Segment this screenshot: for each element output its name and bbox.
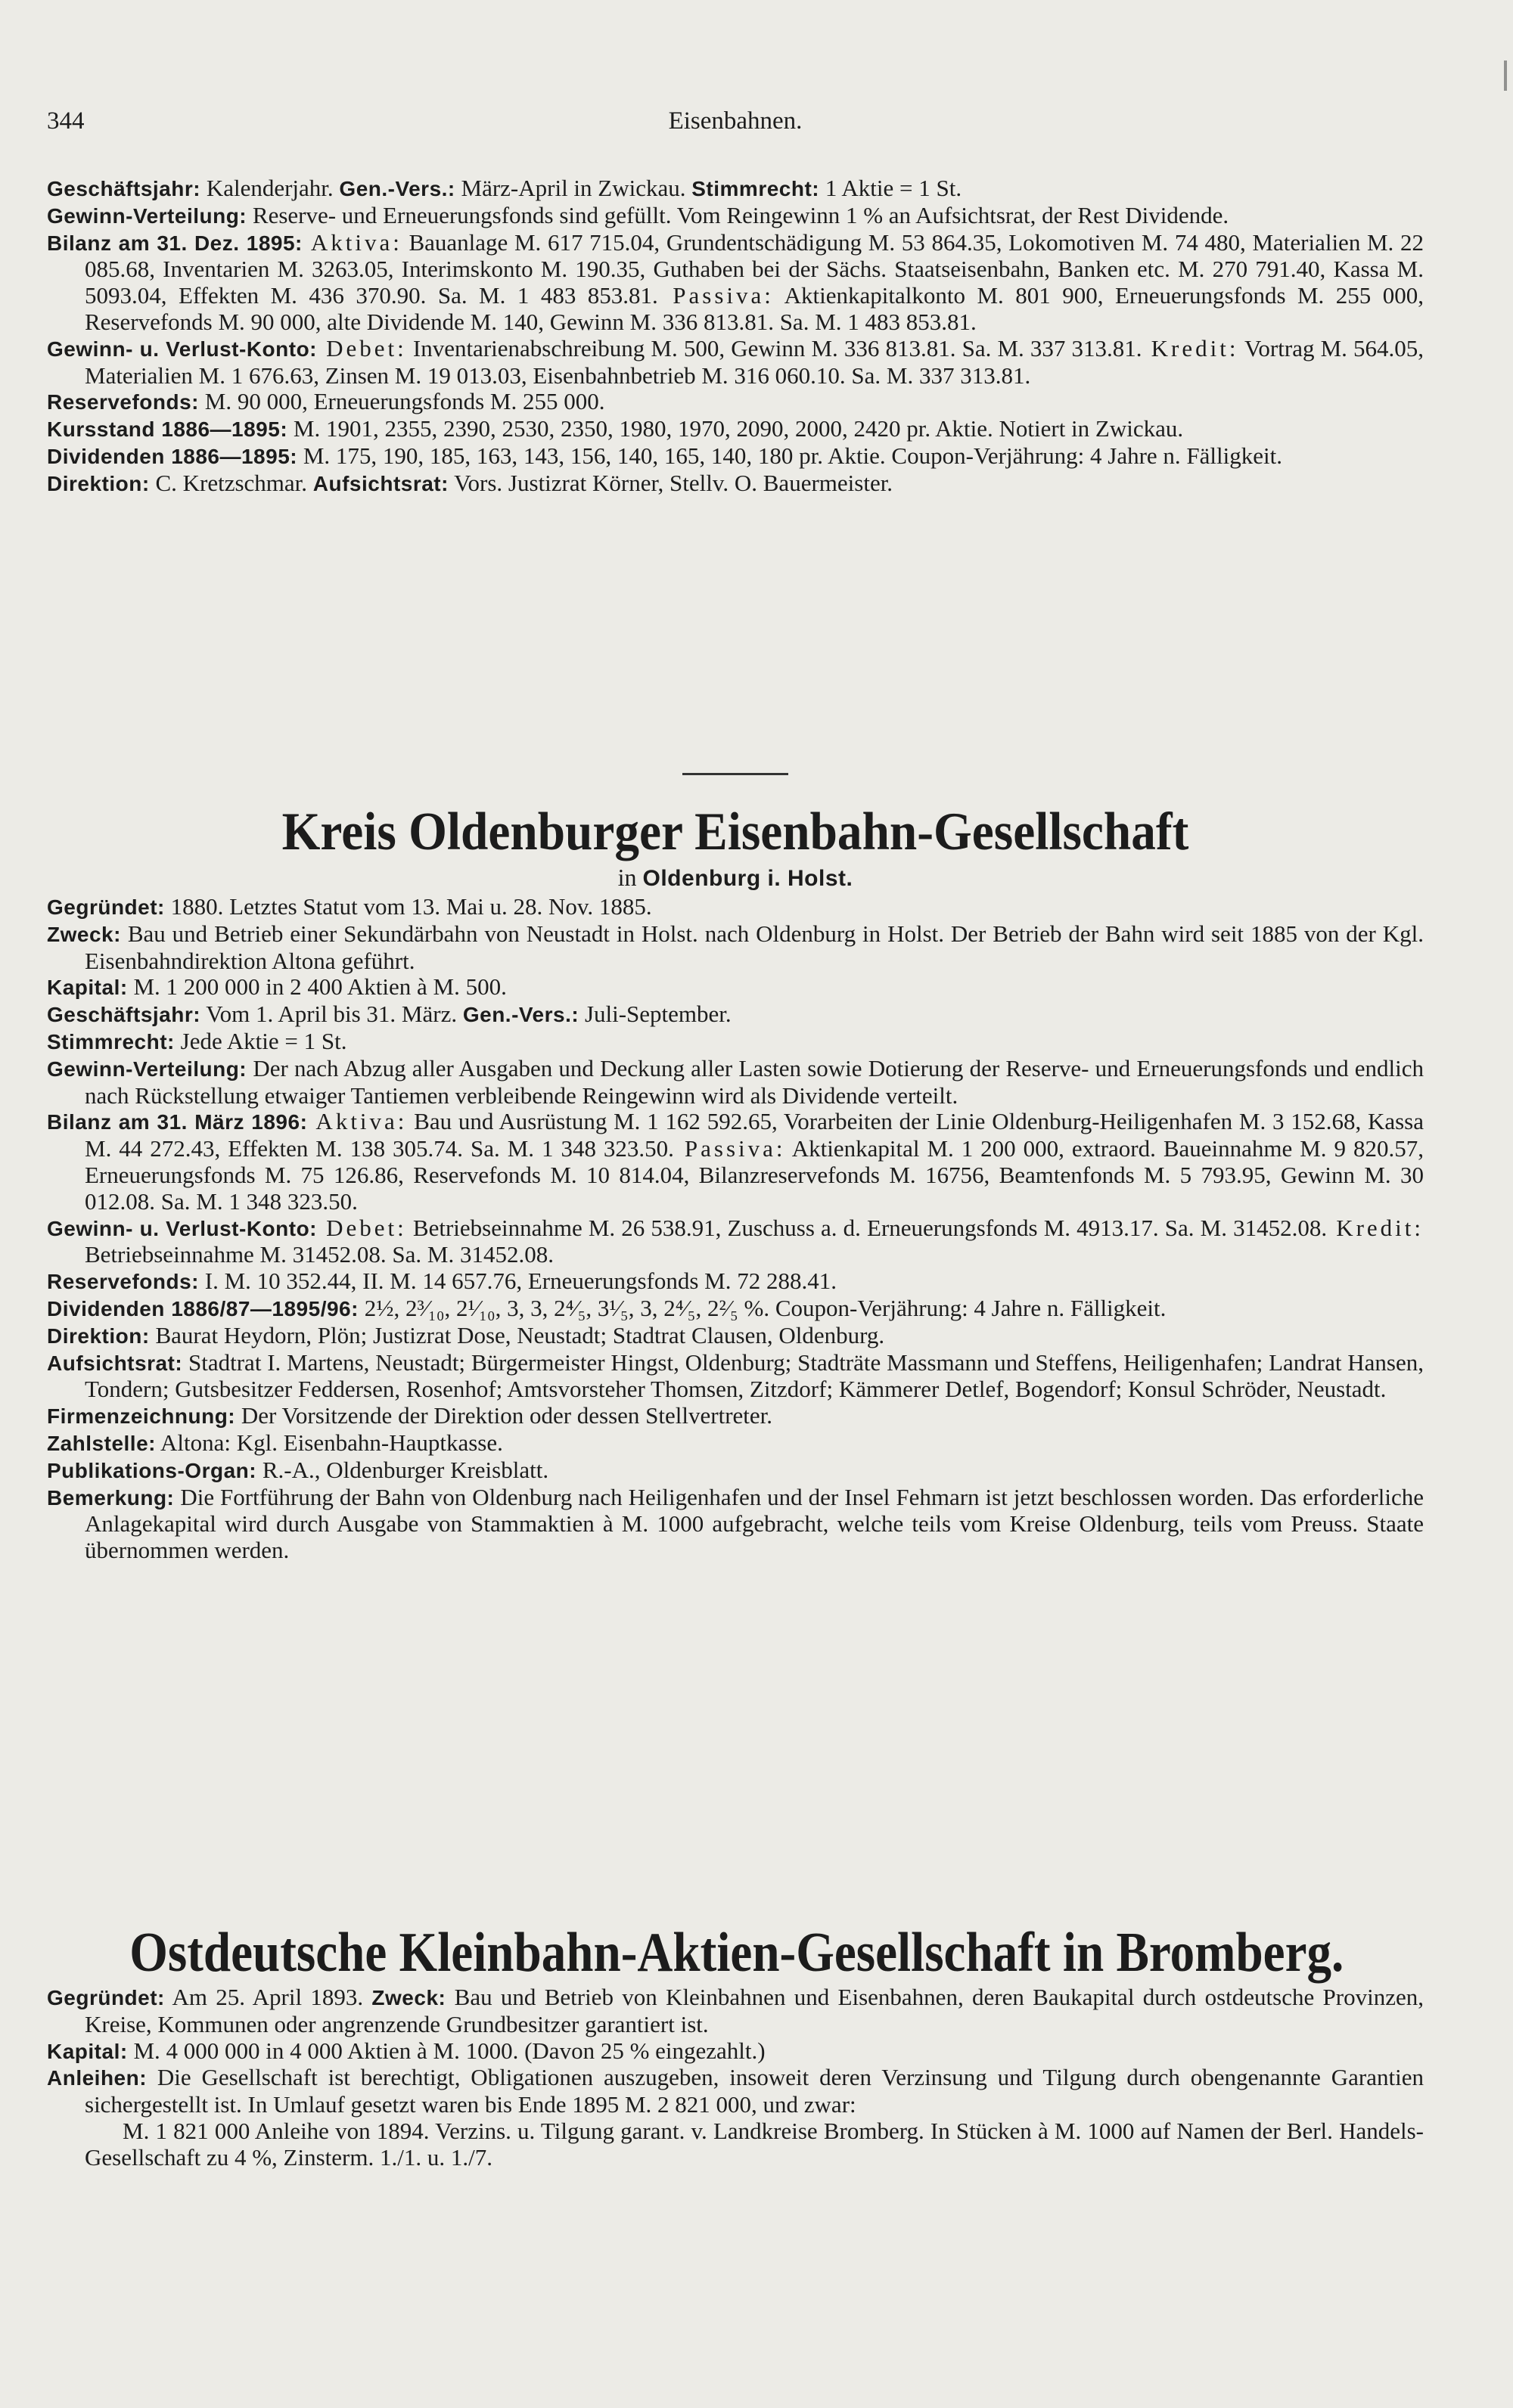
section-ostdeutsche-kleinbahn xyxy=(47,1921,1424,2171)
running-title: Eisenbahnen. xyxy=(668,107,803,135)
entry-dividenden: Dividenden 1886—1895: M. 175, 190, 185, 163, 143, 156, 140, 165, 140, 180 pr. Aktie. Coupon-Verjährung: 4 Jahre n. Fälligkeit. xyxy=(47,442,1283,469)
page-header xyxy=(47,107,1424,141)
company-location: in Oldenburg i. Holst. xyxy=(617,864,853,891)
section-kreis-oldenburger xyxy=(47,802,1424,1564)
entry-publikations-organ: Publikations-Organ: R.-A., Oldenburger Kreisblatt. xyxy=(47,1456,549,1483)
separator-rule xyxy=(47,773,1424,775)
entry-bemerkung: Bemerkung: Die Fortführung der Bahn von Oldenburg nach Heiligenhafen und der Insel Fehmarn ist jetzt beschlossen worden. Das erforderliche Anlagekapital wird durch Ausgabe von Stammaktien à M. 1000 aufgebracht, welche teils vom Kreise Oldenburg, teils vom Preuss. Staate übernommen werden. xyxy=(47,1483,1424,1564)
entry-reservefonds: Reservefonds: I. M. 10 352.44, II. M. 14 657.76, Erneuerungsfonds M. 72 288.41. xyxy=(47,1268,837,1295)
entry-kapital: Kapital: M. 4 000 000 in 4 000 Aktien à M. 1000. (Davon 25 % eingezahlt.) xyxy=(47,2037,766,2064)
entry-gegruendet: Gegründet: Am 25. April 1893. Zweck: Bau und Betrieb von Kleinbahnen und Eisenbahnen, deren Baukapital durch ostdeutsche Provinzen, Kreise, Kommunen oder angrenzende Grundbesitzer garantiert ist. xyxy=(47,1984,1424,2037)
entry-bilanz: Bilanz am 31. März 1896: Aktiva: Bau und Ausrüstung M. 1 162 592.65, Vorarbeiten der Linie Oldenburg-Heiligenhafen M. 3 152.68, Kassa M. 44 272.43, Effekten M. 138 305.74. Sa. M. 1 348 323.50. Passiva: Aktienkapital M. 1 200 000, extraord. Baueinnahme M. 9 820.57, Erneuerungsfonds M. 75 126.86, Reservefonds M. 10 814.04, Bilanzreservefonds M. 16756, Beamtenfonds M. 5 793.95, Gewinn M. 30 012.08. Sa. M. 1 348 323.50. xyxy=(47,1108,1424,1215)
company-title: Ostdeutsche Kleinbahn-Aktien-Gesellschaft in Bromberg. xyxy=(129,1922,1344,1984)
entry-gewinn-verteilung: Gewinn-Verteilung: Der nach Abzug aller Ausgaben und Deckung aller Lasten sowie Dotierung der Reserve- und Erneuerungsfonds und endlich nach Rückstellung etwaiger Tantiemen verbleibende Reingewinn wird als Dividende verteilt. xyxy=(47,1054,1424,1109)
entry-gewinn-verlust-konto: Gewinn- u. Verlust-Konto: Debet: Inventarienabschreibung M. 500, Gewinn M. 336 813.81. Sa. M. 337 313.81. Kredit: Vortrag M. 564.05, Materialien M. 1 676.63, Zinsen M. 19 013.03, Eisenbahnbetrieb M. 316 060.10. Sa. M. 337 313.81. xyxy=(47,334,1424,389)
divider xyxy=(682,773,788,775)
entry-zweck: Zweck: Bau und Betrieb einer Sekundärbahn von Neustadt in Holst. nach Oldenburg in Holst. Der Betrieb der Bahn wird seit 1885 von der Kgl. Eisenbahndirektion Altona geführt. xyxy=(47,920,1424,974)
entry-stimmrecht: Stimmrecht: Jede Aktie = 1 St. xyxy=(47,1027,347,1054)
entry-geschaeftsjahr: Geschäftsjahr: Vom 1. April bis 31. März. Gen.-Vers.: Juli-September. xyxy=(47,1001,732,1028)
entry-dividenden: Dividenden 1886/87—1895/96: 2½, 2³⁄₁₀, 2¹⁄₁₀, 3, 3, 2⁴⁄₅, 3¹⁄₅, 3, 2⁴⁄₅, 2²⁄₅ %. Coupon-Verjährung: 4 Jahre n. Fälligkeit. xyxy=(47,1294,1167,1321)
entry-anleihen: Anleihen: Die Gesellschaft ist berechtigt, Obligationen auszugeben, insoweit deren Verzinsung und Tilgung durch obengenannte Garantien sichergestellt ist. In Umlauf gesetzt waren bis Ende 1895 M. 2 821 000, und zwar: xyxy=(47,2064,1424,2118)
entry-geschaeftsjahr: Geschäftsjahr: Kalenderjahr. Gen.-Vers.: März-April in Zwickau. Stimmrecht: 1 Aktie = 1 St. xyxy=(47,175,962,201)
entry-direktion: Direktion: C. Kretzschmar. Aufsichtsrat: Vors. Justizrat Körner, Stellv. O. Bauermeister. xyxy=(47,469,893,496)
entry-kursstand: Kursstand 1886—1895: M. 1901, 2355, 2390, 2530, 2350, 1980, 1970, 2090, 2000, 2420 pr. Aktie. Notiert in Zwickau. xyxy=(47,415,1184,442)
entry-bilanz: Bilanz am 31. Dez. 1895: Aktiva: Bauanlage M. 617 715.04, Grundentschädigung M. 53 864.35, Lokomotiven M. 74 480, Materialien M. 22 085.68, Inventarien M. 3263.05, Interimskonto M. 190.35, Guthaben bei der Sächs. Staatseisenbahn, Banken etc. M. 270 791.40, Kassa M. 5093.04, Effekten M. 436 370.90. Sa. M. 1 483 853.81. Passiva: Aktienkapitalkonto M. 801 900, Erneuerungsfonds M. 255 000, Reservefonds M. 90 000, alte Dividende M. 140, Gewinn M. 336 813.81. Sa. M. 1 483 853.81. xyxy=(47,228,1424,335)
entry-gewinn-verteilung: Gewinn-Verteilung: Reserve- und Erneuerungsfonds sind gefüllt. Vom Reingewinn 1 % an Aufsichtsrat, der Rest Dividende. xyxy=(47,201,1229,228)
entry-anleihe-detail: M. 1 821 000 Anleihe von 1894. Verzins. u. Tilgung garant. v. Landkreise Bromberg. In Stücken à M. 1000 auf Namen der Berl. Handels-Gesellschaft zu 4 %, Zinsterm. 1./1. u. 1./7. xyxy=(85,2117,1424,2171)
company-title: Kreis Oldenburger Eisenbahn-Gesellschaft xyxy=(281,802,1189,861)
entry-kapital: Kapital: M. 1 200 000 in 2 400 Aktien à M. 500. xyxy=(47,973,507,1001)
entry-zahlstelle: Zahlstelle: Altona: Kgl. Eisenbahn-Hauptkasse. xyxy=(47,1429,503,1456)
section-continued-entry xyxy=(47,175,1424,498)
entry-gewinn-verlust-konto: Gewinn- u. Verlust-Konto: Debet: Betriebseinnahme M. 26 538.91, Zuschuss a. d. Erneuerungsfonds M. 4913.17. Sa. M. 31452.08. Kredit: Betriebseinnahme M. 31452.08. Sa. M. 31452.08. xyxy=(47,1214,1424,1268)
entry-reservefonds: Reservefonds: M. 90 000, Erneuerungsfonds M. 255 000. xyxy=(47,388,605,415)
entry-firmenzeichnung: Firmenzeichnung: Der Vorsitzende der Direktion oder dessen Stellvertreter. xyxy=(47,1402,773,1429)
page-number: 344 xyxy=(47,107,85,135)
scan-mark xyxy=(1504,61,1507,91)
entry-aufsichtsrat: Aufsichtsrat: Stadtrat I. Martens, Neustadt; Bürgermeister Hingst, Oldenburg; Stadträte Massmann und Steffens, Heiligenhafen; Landrat Hansen, Tondern; Gutsbesitzer Feddersen, Rosenhof; Amtsvorsteher Thomsen, Zitzdorf; Kämmerer Detlef, Bogendorf; Konsul Schröder, Neustadt. xyxy=(47,1348,1424,1403)
entry-gegruendet: Gegründet: 1880. Letztes Statut vom 13. Mai u. 28. Nov. 1885. xyxy=(47,893,652,920)
entry-direktion: Direktion: Baurat Heydorn, Plön; Justizrat Dose, Neustadt; Stadtrat Clausen, Oldenburg. xyxy=(47,1321,885,1348)
